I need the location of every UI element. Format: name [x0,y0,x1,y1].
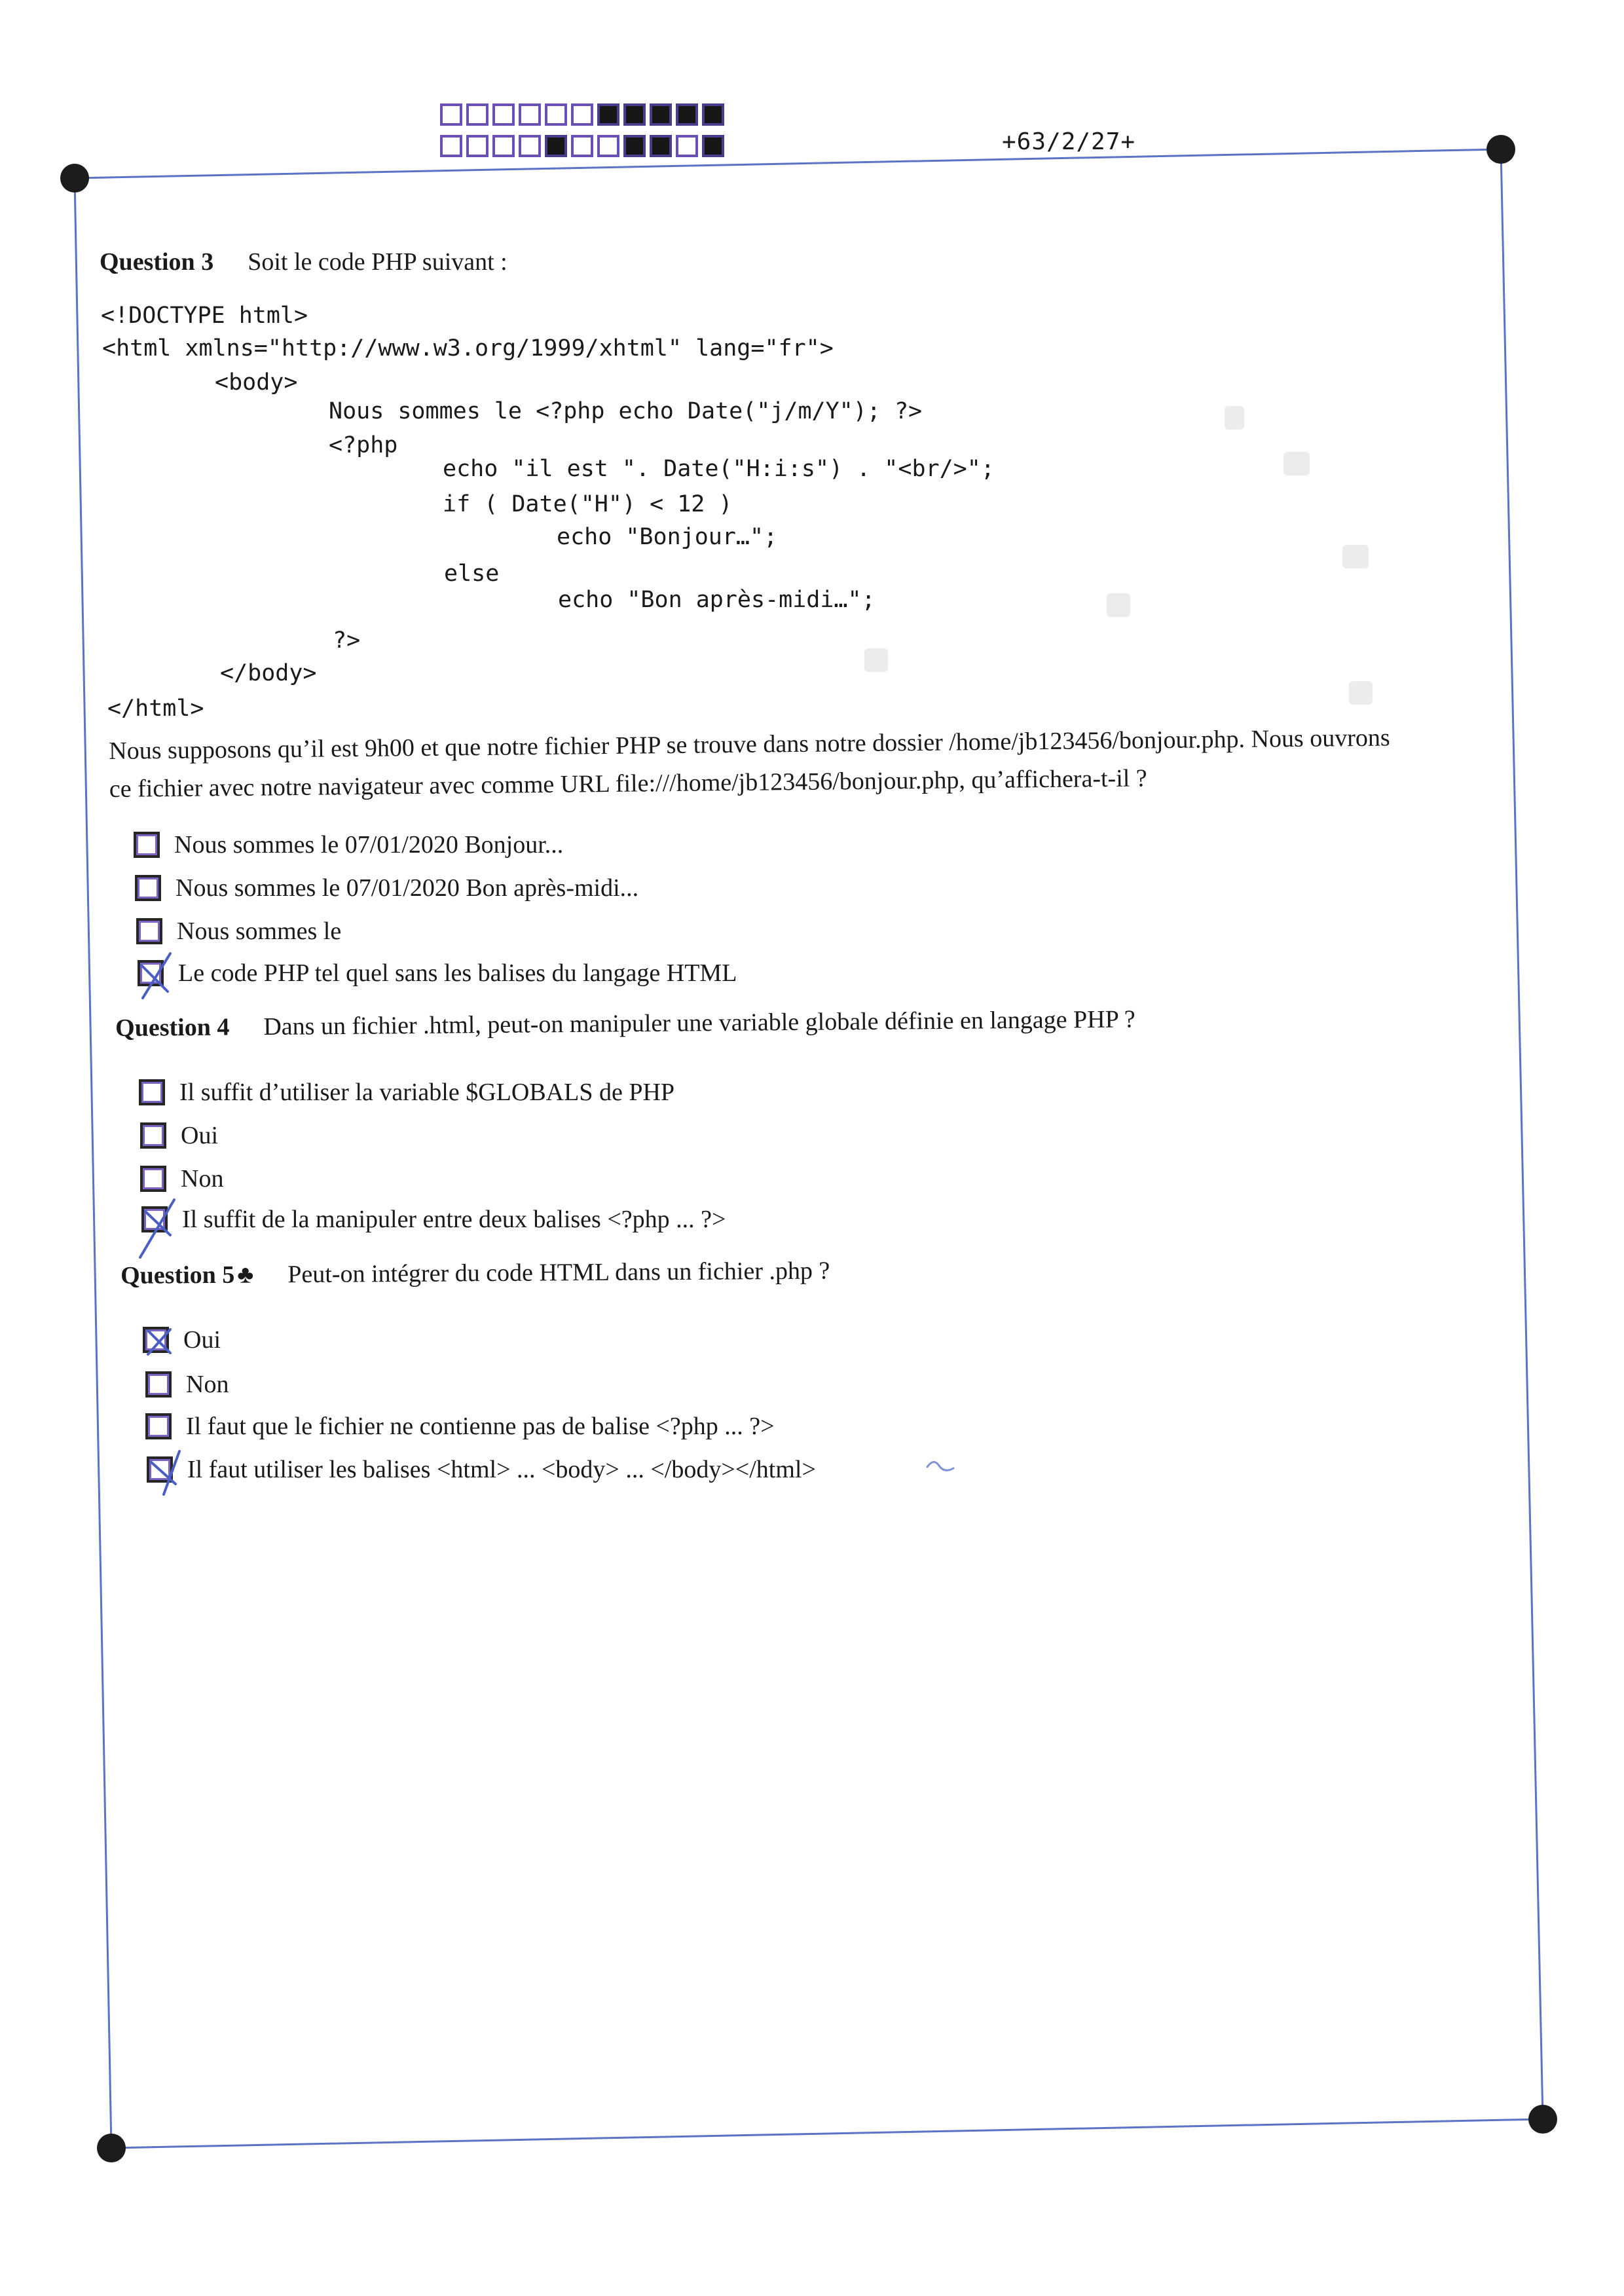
code-line: else [444,561,500,587]
answer-text: Nous sommes le [177,917,342,945]
question-prompt: Peut-on intégrer du code HTML dans un fichier .php ? [287,1257,830,1289]
code-cell[interactable] [440,135,462,157]
answer-text: Oui [181,1122,218,1149]
answer-checkbox[interactable] [134,832,160,858]
answer-text: Non [186,1371,229,1398]
code-line: Nous sommes le <?php echo Date("j/m/Y"); ?> [329,398,923,424]
answer-option[interactable] [140,1121,218,1150]
code-cell[interactable] [597,135,619,157]
answer-checkbox-checked[interactable] [147,1456,173,1483]
answer-text: Il suffit d’utiliser la variable $GLOBALS de PHP [179,1079,675,1106]
question-prompt: Dans un fichier .html, peut-on manipuler une variable globale définie en langage PHP ? [263,1005,1135,1041]
answer-text: Non [181,1165,224,1193]
answer-checkbox[interactable] [140,1166,166,1192]
corner-marker-bottom-left [97,2134,126,2162]
answer-option[interactable] [145,1370,229,1399]
answer-text: Il faut que le fichier ne contienne pas de balise <?php ... ?> [186,1413,775,1440]
club-icon: ♣ [237,1261,254,1289]
code-line: echo "Bon après-midi…"; [558,587,876,613]
code-line: </body> [220,660,317,686]
code-line: if ( Date("H") < 12 ) [443,491,733,517]
scan-smudge [864,648,888,672]
description-line: Nous supposons qu’il est 9h00 et que notre fichier PHP se trouve dans notre dossier /home/jb123456/bonjour.php. Nous ouvrons [109,724,1390,765]
code-cell[interactable] [440,103,462,126]
answer-option[interactable] [134,830,563,859]
scan-smudge [1225,406,1244,430]
answer-option[interactable] [141,1205,726,1234]
code-cell[interactable] [519,103,541,126]
question-description [109,719,1391,808]
code-cell[interactable] [676,135,698,157]
description-line: ce fichier avec notre navigateur avec comme URL file:///home/jb123456/bonjour.php, qu’affichera-t-il ? [109,764,1147,803]
code-line: <?php [329,432,398,458]
code-cell[interactable] [650,135,672,157]
code-cell[interactable] [466,103,489,126]
student-code-row-1 [440,103,728,126]
code-cell[interactable] [545,135,567,157]
code-line: </html> [107,695,204,722]
answer-option[interactable] [143,1325,221,1354]
answer-option[interactable] [140,1164,223,1193]
code-line: <!DOCTYPE html> [101,303,308,329]
code-line: <body> [215,369,298,396]
corner-marker-bottom-right [1528,2105,1557,2134]
answer-option[interactable] [138,959,737,988]
check-mark-icon [140,1445,186,1497]
answer-text: Il suffit de la manipuler entre deux balises <?php ... ?> [182,1206,726,1233]
code-cell[interactable] [676,103,698,126]
answer-checkbox[interactable] [136,918,162,944]
scan-smudge [1107,593,1130,617]
pen-stroke-mark [925,1455,964,1475]
code-line: echo "il est ". Date("H:i:s") . "<br/>"; [443,456,995,482]
code-cell[interactable] [571,135,593,157]
answer-text: Le code PHP tel quel sans les balises du langage HTML [178,959,737,987]
answer-checkbox[interactable] [135,875,161,901]
code-cell[interactable] [597,103,619,126]
code-line: ?> [333,627,361,654]
code-cell[interactable] [702,103,724,126]
scan-smudge [1342,545,1369,568]
code-cell[interactable] [571,103,593,126]
answer-option[interactable] [147,1455,816,1484]
answer-checkbox-checked[interactable] [138,960,164,986]
code-cell[interactable] [519,135,541,157]
answer-option[interactable] [139,1078,674,1107]
scan-smudge [1349,681,1373,705]
code-cell[interactable] [545,103,567,126]
answer-option[interactable] [135,874,638,902]
answer-text: Il faut utiliser les balises <html> ... <body> ... </body></html> [187,1456,816,1483]
question-label: Question 3 [100,248,214,276]
question-label: Question 4 [115,1013,230,1042]
question-3-header [100,248,507,276]
code-cell[interactable] [702,135,724,157]
answer-checkbox[interactable] [145,1413,172,1439]
answer-checkbox[interactable] [145,1371,172,1398]
answer-checkbox-checked[interactable] [141,1206,168,1232]
answer-checkbox[interactable] [139,1079,165,1105]
corner-marker-top-left [60,164,89,193]
code-cell[interactable] [623,103,646,126]
answer-text: Oui [183,1326,221,1354]
code-line: <html xmlns="http://www.w3.org/1999/xhtml" lang="fr"> [102,335,834,361]
page-id: +63/2/27+ [1002,128,1136,155]
answer-text: Nous sommes le 07/01/2020 Bon après-midi... [175,874,639,902]
code-cell[interactable] [623,135,646,157]
answer-checkbox-checked[interactable] [143,1327,169,1353]
answer-text: Nous sommes le 07/01/2020 Bonjour... [174,831,564,859]
check-mark-icon [136,1315,182,1361]
code-cell[interactable] [650,103,672,126]
check-mark-icon [135,1194,181,1260]
code-cell[interactable] [492,103,515,126]
code-cell[interactable] [492,135,515,157]
scan-smudge [1283,452,1310,475]
question-5-header [120,1256,830,1290]
answer-option[interactable] [136,917,341,946]
question-label: Question 5♣ [120,1261,254,1289]
student-code-row-2 [440,135,728,157]
question-prompt: Soit le code PHP suivant : [248,248,507,276]
corner-marker-top-right [1486,135,1515,164]
answer-option[interactable] [145,1412,775,1441]
answer-checkbox[interactable] [140,1122,166,1149]
code-cell[interactable] [466,135,489,157]
code-line: echo "Bonjour…"; [557,524,778,550]
check-mark-icon [131,948,177,1001]
